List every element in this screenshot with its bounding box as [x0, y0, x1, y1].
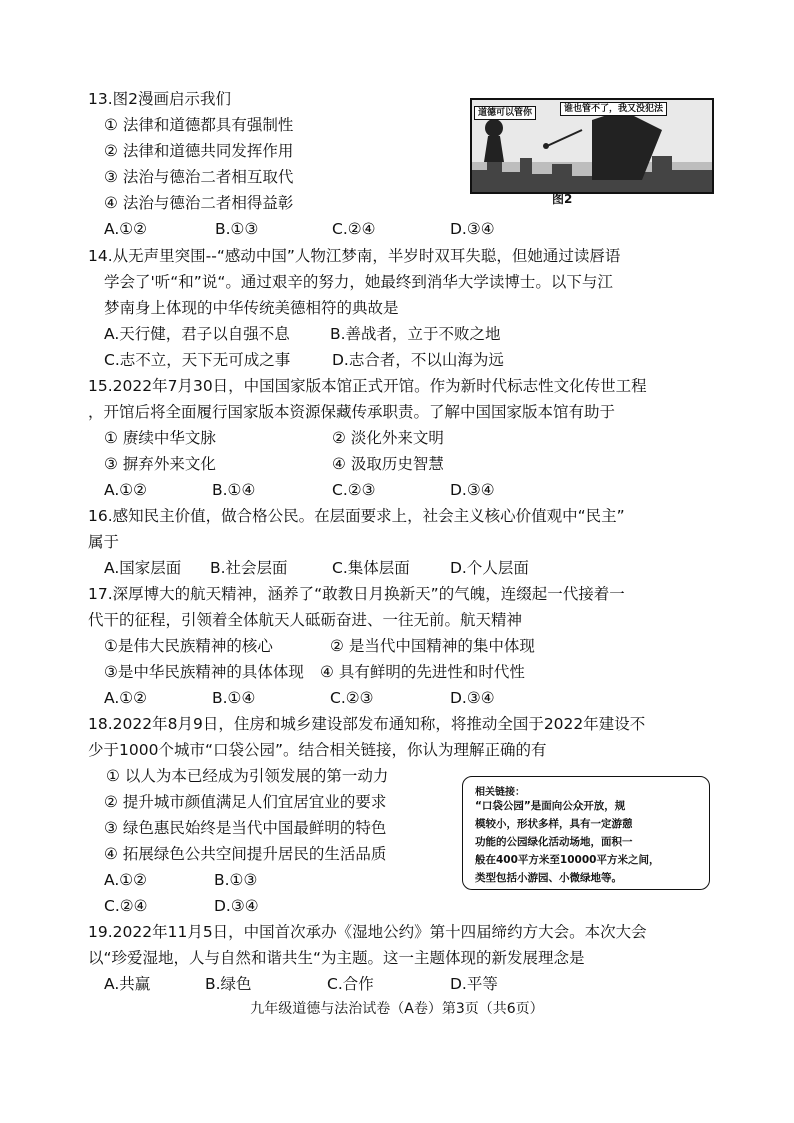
q15-choice-d: D.③④ [450, 481, 495, 499]
q18-item-3: ③ 绿色惠民始终是当代中国最鲜明的特色 [104, 819, 387, 837]
q16-choice-d: D.个人层面 [450, 559, 529, 577]
q18-choice-c: C.②④ [104, 897, 148, 915]
q13-choice-d: D.③④ [450, 220, 495, 238]
q18-choice-d: D.③④ [214, 897, 259, 915]
page-footer: 九年级道德与法治试卷（A卷）第3页（共6页） [250, 1001, 544, 1017]
q13-choice-c: C.②④ [332, 220, 376, 238]
q18-line-1: 18.2022年8月9日，住房和城乡建设部发布通知称，将推动全国于2022年建设不 [88, 715, 646, 733]
q14-choice-a: A.天行健，君子以自强不息 [104, 325, 290, 343]
q13-item-4: ④ 法治与德治二者相得益彰 [104, 194, 294, 212]
q18-item-1: ① 以人为本已经成为引领发展的第一动力 [106, 767, 389, 785]
q16-choice-b: B.社会层面 [210, 559, 288, 577]
related-link-line-1: “口袋公园”是面向公众开放，规 [475, 800, 626, 812]
q18-item-2: ② 提升城市颜值满足人们宜居宜业的要求 [104, 793, 387, 811]
q17-item-4: ④ 具有鲜明的先进性和时代性 [320, 663, 525, 681]
q14-line-2: 学会了'听“和”说“。通过艰辛的努力，她最终到消华大学读博士。以下与江 [104, 273, 613, 291]
q17-choice-b: B.①④ [212, 689, 256, 707]
related-link-box [462, 776, 710, 890]
q19-line-1: 19.2022年11月5日，中国首次承办《湿地公约》第十四届缔约方大会。本次大会 [88, 923, 647, 941]
q19-choice-a: A.共赢 [104, 975, 151, 993]
q19-choice-b: B.绿色 [205, 975, 252, 993]
figure-caption: 图2 [552, 192, 573, 206]
q17-line-2: 代干的征程，引领着全体航天人砥砺奋进、一往无前。航天精神 [88, 611, 523, 629]
related-link-line-3: 功能的公园绿化活动场地，面积一 [475, 836, 633, 848]
q18-choice-b: B.①③ [214, 871, 258, 889]
q17-line-1: 17.深厚博大的航天精神，涵养了“敢教日月换新天”的气魄，连缀起一代接着一 [88, 585, 625, 603]
cartoon-bubble-right: 谁也管不了，我又没犯法 [560, 102, 667, 116]
q15-item-3: ③ 摒弃外来文化 [104, 455, 216, 473]
q13-item-1: ① 法律和道德都具有强制性 [104, 116, 294, 134]
q15-choice-c: C.②③ [332, 481, 376, 499]
q15-line-2: ，开馆后将全面履行国家版本资源保藏传承职责。了解中国国家版本馆有助于 [88, 403, 616, 421]
q17-item-3: ③是中华民族精神的具体体现 [104, 663, 304, 681]
q13-choice-a: A.①② [104, 220, 148, 238]
related-link-title: 相关链接： [475, 787, 525, 798]
q16-choice-c: C.集体层面 [332, 559, 410, 577]
q17-item-1: ①是伟大民族精神的核心 [104, 637, 273, 655]
q15-line-1: 15.2022年7月30日，中国国家版本馆正式开馆。作为新时代标志性文化传世工程 [88, 377, 647, 395]
q18-item-4: ④ 拓展绿色公共空间提升居民的生活品质 [104, 845, 387, 863]
q13-stem: 13.图2漫画启示我们 [88, 90, 232, 108]
q15-item-1: ① 赓续中华文脉 [104, 429, 216, 447]
q15-item-4: ④ 汲取历史智慧 [332, 455, 444, 473]
q19-line-2: 以“珍爱湿地，人与自然和谐共生“为主题。这一主题体现的新发展理念是 [88, 949, 585, 967]
q13-item-3: ③ 法治与德治二者相互取代 [104, 168, 294, 186]
q14-choice-d: D.志合者，不以山海为远 [332, 351, 504, 369]
q14-line-3: 梦南身上体现的中华传统美德相符的典故是 [104, 299, 399, 317]
q19-choice-d: D.平等 [450, 975, 498, 993]
q17-item-2: ② 是当代中国精神的集中体现 [330, 637, 535, 655]
q14-line-1: 14.从无声里突围--“感动中国”人物江梦南，半岁时双耳失聪，但她通过读唇语 [88, 247, 621, 265]
q15-item-2: ② 淡化外来文明 [332, 429, 444, 447]
q15-choice-b: B.①④ [212, 481, 256, 499]
q18-choice-a: A.①② [104, 871, 148, 889]
q16-line-2: 属于 [88, 533, 120, 551]
cartoon-figure-2 [470, 98, 714, 194]
q13-choice-b: B.①③ [215, 220, 259, 238]
q15-choice-a: A.①② [104, 481, 148, 499]
q16-line-1: 16.感知民主价值，做合格公民。在层面要求上，社会主义核心价值观中“民主” [88, 507, 625, 525]
related-link-line-2: 模较小，形状多样，具有一定游憩 [475, 818, 633, 830]
q17-choice-c: C.②③ [330, 689, 374, 707]
related-link-line-5: 类型包括小游园、小微绿地等。 [475, 872, 622, 884]
q16-choice-a: A.国家层面 [104, 559, 182, 577]
q14-choice-b: B.善战者，立于不败之地 [330, 325, 501, 343]
q18-line-2: 少于1000个城市“口袋公园”。结合相关链接，你认为理解正确的有 [88, 741, 547, 759]
q17-choice-d: D.③④ [450, 689, 495, 707]
q19-choice-c: C.合作 [327, 975, 374, 993]
cartoon-bubble-left: 道德可以管你 [474, 106, 536, 120]
q14-choice-c: C.志不立，天下无可成之事 [104, 351, 291, 369]
related-link-line-4: 般在400平方米至10000平方米之间， [475, 854, 660, 866]
q17-choice-a: A.①② [104, 689, 148, 707]
q13-item-2: ② 法律和道德共同发挥作用 [104, 142, 294, 160]
